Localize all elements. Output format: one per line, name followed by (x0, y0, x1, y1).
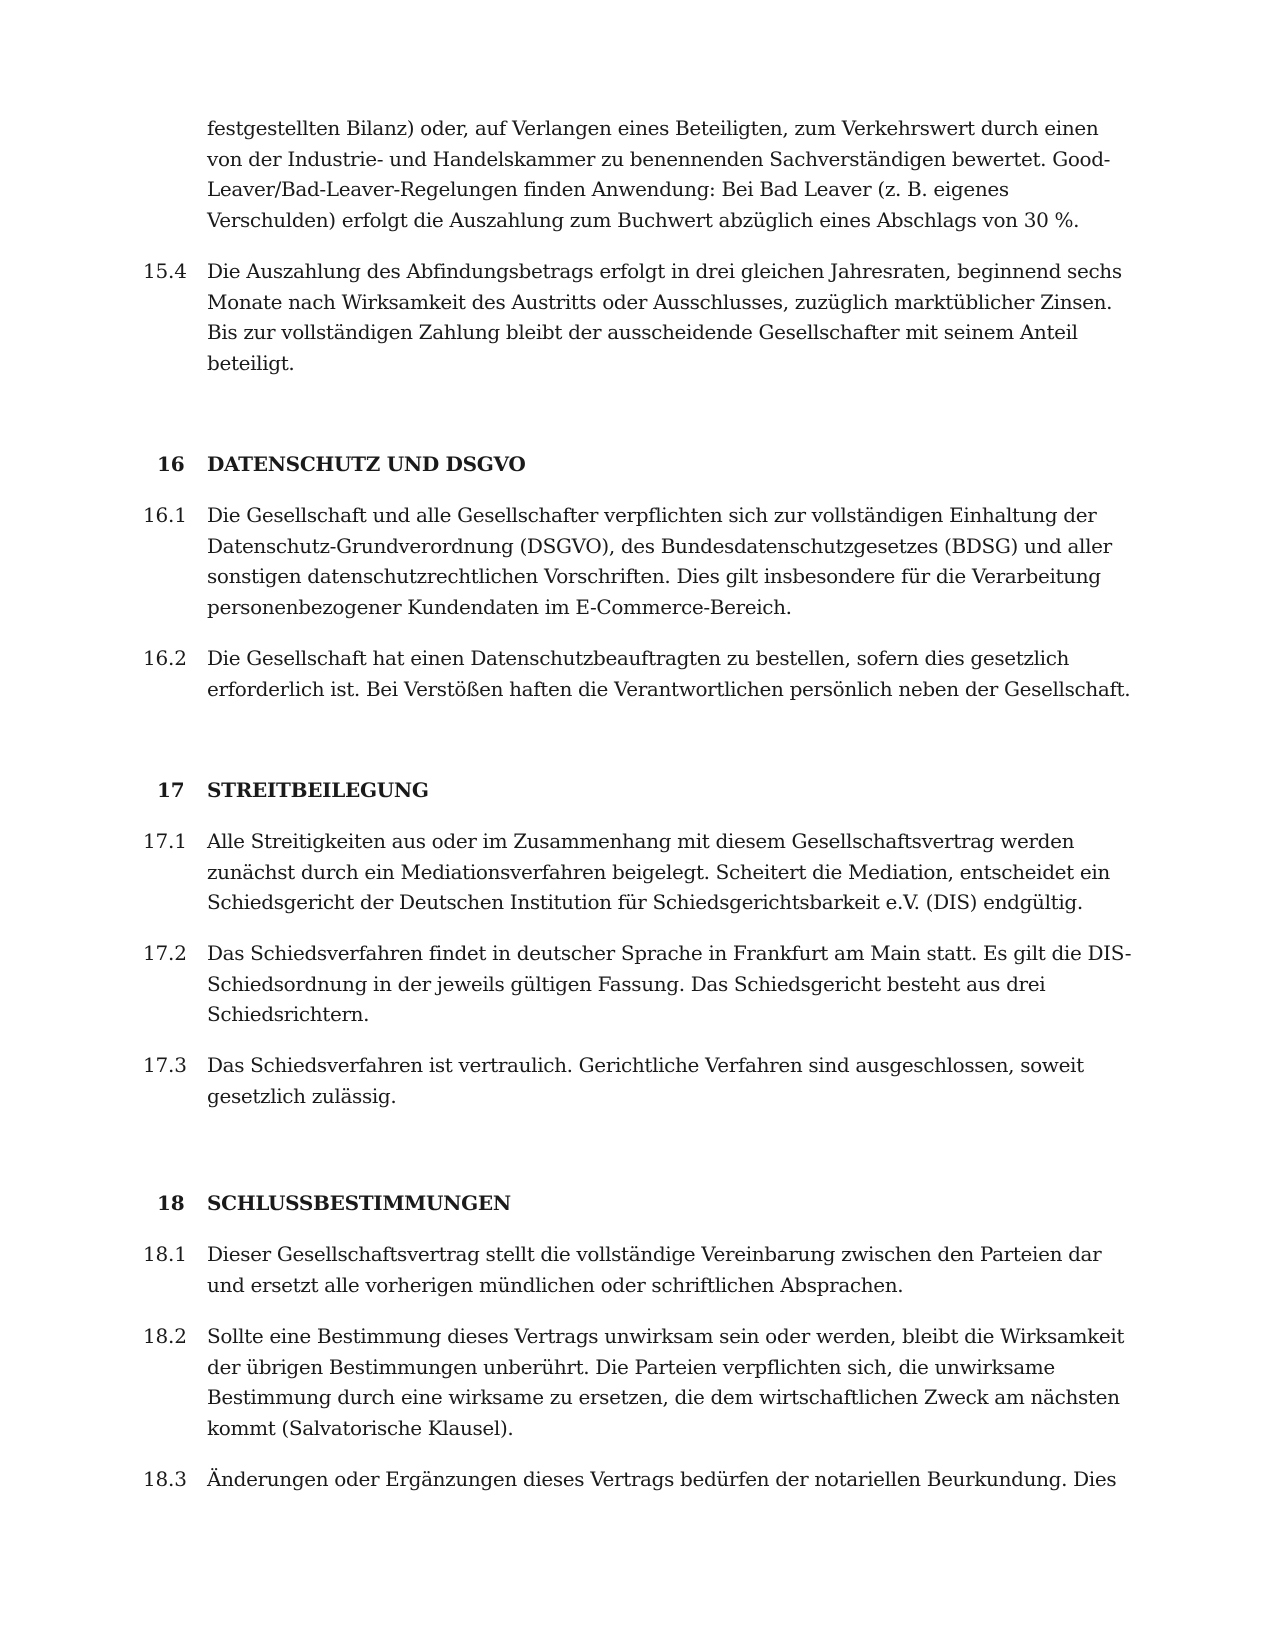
clause-text: Die Auszahlung des Abfindungsbetrags erfolgt in drei gleichen Jahresraten, beginnend sechs Monate nach Wirksamkeit des Austritts oder Ausschlusses, zuzüglich marktüblicher Zinsen. Bis zur vollständigen Zahlung bleibt der ausscheidende Gesellschafter mit seinem Anteil beteiligt. (207, 259, 1122, 375)
clause-number: 17.3 (143, 1053, 187, 1077)
section-number: 16 (157, 452, 185, 476)
section-title: DATENSCHUTZ UND DSGVO (207, 452, 526, 476)
clause-text: Dieser Gesellschaftsvertrag stellt die vollständige Vereinbarung zwischen den Parteien dar und ersetzt alle vorherigen mündlichen oder schriftlichen Absprachen. (207, 1242, 1102, 1297)
clause-text: Änderungen oder Ergänzungen dieses Vertrags bedürfen der notariellen Beurkundung. Dies (207, 1467, 1117, 1491)
clause-number: 18.3 (143, 1467, 187, 1491)
section-number: 17 (157, 778, 185, 802)
clause-text: Alle Streitigkeiten aus oder im Zusammenhang mit diesem Gesellschaftsvertrag werden zunächst durch ein Mediationsverfahren beigelegt. Scheitert die Mediation, entscheidet ein Schiedsgericht der Deutschen Institution für Schiedsgerichtsbarkeit e.V. (DIS) endgültig. (207, 829, 1110, 914)
clause-number: 18.2 (143, 1324, 187, 1348)
section-title: STREITBEILEGUNG (207, 778, 429, 802)
clause-text: Sollte eine Bestimmung dieses Vertrags unwirksam sein oder werden, bleibt die Wirksamkeit der übrigen Bestimmungen unberührt. Die Parteien verpflichten sich, die unwirksame Bestimmung durch eine wirksame zu ersetzen, die dem wirtschaftlichen Zweck am nächsten kommt (Salvatorische Klausel). (207, 1324, 1125, 1440)
clause-number: 17.2 (143, 941, 187, 965)
section-title: SCHLUSSBESTIMMUNGEN (207, 1191, 511, 1215)
clause-text: Die Gesellschaft und alle Gesellschafter verpflichten sich zur vollständigen Einhaltung der Datenschutz-Grundverordnung (DSGVO), des Bundesdatenschutzgesetzes (BDSG) und aller sonstigen datenschutzrechtlichen Vorschriften. Dies gilt insbesondere für die Verarbeitung personenbezogener Kundendaten im E-Commerce-Bereich. (207, 503, 1112, 619)
clause-text: festgestellten Bilanz) oder, auf Verlangen eines Beteiligten, zum Verkehrswert durch einen von der Industrie- und Handelskammer zu benennenden Sachverständigen bewertet. Good- Leaver/Bad-Leaver-Regelungen finden Anwendung: Bei Bad Leaver (z. B. eigenes Verschulden) erfolgt die Auszahlung zum Buchwert abzüglich eines Abschlags von 30 %. (207, 116, 1111, 232)
clause-number: 16.1 (143, 503, 187, 527)
clause-text: Das Schiedsverfahren findet in deutscher Sprache in Frankfurt am Main statt. Es gilt die DIS- Schiedsordnung in der jeweils gültigen Fassung. Das Schiedsgericht besteht aus drei Schiedsrichtern. (207, 941, 1132, 1026)
clause-number: 18.1 (143, 1242, 187, 1266)
section-number: 18 (157, 1191, 185, 1215)
clause-number: 16.2 (143, 646, 187, 670)
clause-text: Das Schiedsverfahren ist vertraulich. Gerichtliche Verfahren sind ausgeschlossen, soweit gesetzlich zulässig. (207, 1053, 1084, 1108)
clause-number: 15.4 (143, 259, 187, 283)
clause-text: Die Gesellschaft hat einen Datenschutzbeauftragten zu bestellen, sofern dies gesetzlich erforderlich ist. Bei Verstößen haften die Verantwortlichen persönlich neben der Gesellschaft. (207, 646, 1131, 701)
clause-number: 17.1 (143, 829, 187, 853)
